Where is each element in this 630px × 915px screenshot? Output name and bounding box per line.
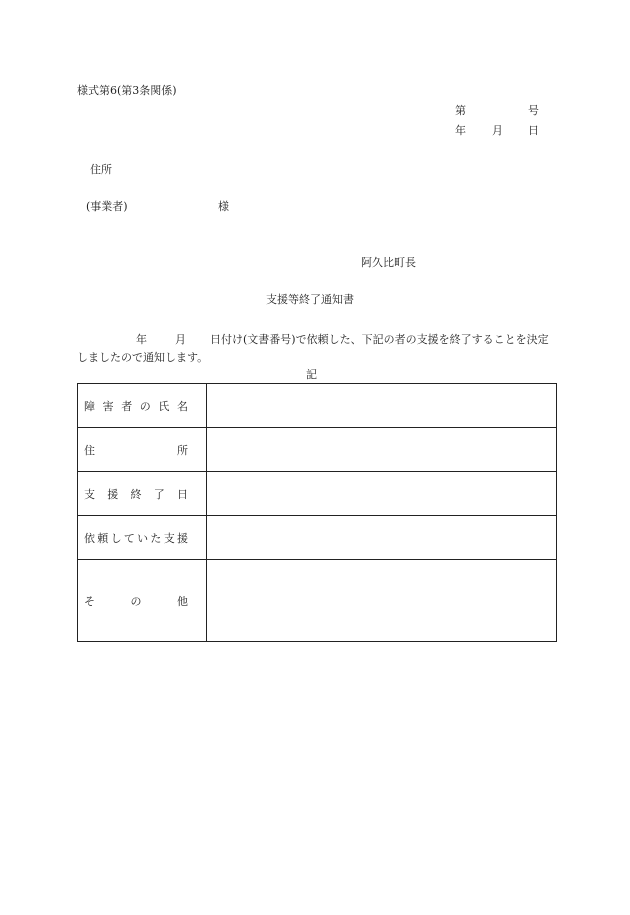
table-row — [78, 472, 557, 516]
body-paragraph — [77, 331, 557, 367]
label-char: そ — [84, 594, 95, 608]
recipient-honorific: 様 — [218, 200, 229, 213]
document-title: 支援等終了通知書 — [266, 293, 354, 306]
label-char: 他 — [177, 594, 188, 608]
body-year: 年 — [136, 333, 147, 346]
table-row — [78, 560, 557, 642]
label-char: 支 — [84, 487, 95, 501]
label-char: し — [110, 531, 122, 545]
label-char: 終 — [130, 487, 142, 501]
value-cell-address[interactable] — [207, 428, 557, 472]
label-char: 所 — [177, 443, 188, 457]
date-month: 月 — [492, 124, 503, 137]
row-label-address — [78, 428, 207, 472]
label-char: 住 — [84, 443, 95, 457]
date-day: 日 — [528, 124, 539, 137]
value-cell-end-date[interactable] — [207, 472, 557, 516]
value-cell-requested-support[interactable] — [207, 516, 557, 560]
table-row — [78, 384, 557, 428]
recipient-address-label: 住所 — [90, 163, 112, 176]
label-char: 者 — [121, 399, 133, 413]
details-table — [77, 383, 557, 642]
body-text: 日付け(文書番号)で依頼した、下記の者の支援を終了することを決定しましたので通知します。 — [77, 333, 549, 364]
body-month: 月 — [175, 333, 186, 346]
label-char: 頼 — [97, 531, 109, 545]
label-char: 名 — [176, 399, 188, 413]
ki-marker: 記 — [306, 368, 317, 381]
row-label-requested-support — [78, 516, 207, 560]
label-char: 日 — [177, 487, 188, 501]
recipient-business-label: (事業者) — [86, 200, 128, 213]
label-char: て — [123, 531, 135, 545]
number-suffix: 号 — [528, 104, 539, 117]
table-row — [78, 428, 557, 472]
label-char: の — [130, 594, 142, 608]
label-char: 障 — [84, 399, 95, 413]
row-label-name — [78, 384, 207, 428]
date-year: 年 — [455, 124, 466, 137]
label-char: 氏 — [158, 399, 170, 413]
label-char: 依 — [84, 531, 95, 545]
row-label-end-date — [78, 472, 207, 516]
label-char: 援 — [176, 531, 188, 545]
label-char: 援 — [107, 487, 119, 501]
number-prefix: 第 — [455, 104, 466, 117]
label-char: の — [139, 399, 151, 413]
label-char: 了 — [153, 487, 165, 501]
sender-name: 阿久比町長 — [361, 256, 416, 269]
value-cell-name[interactable] — [207, 384, 557, 428]
label-char: た — [150, 531, 162, 545]
form-label: 様式第6(第3条関係) — [77, 84, 177, 97]
label-char: 支 — [163, 531, 175, 545]
table-row — [78, 516, 557, 560]
value-cell-other[interactable] — [207, 560, 557, 642]
label-char: い — [137, 531, 149, 545]
row-label-other — [78, 560, 207, 642]
label-char: 害 — [102, 399, 114, 413]
